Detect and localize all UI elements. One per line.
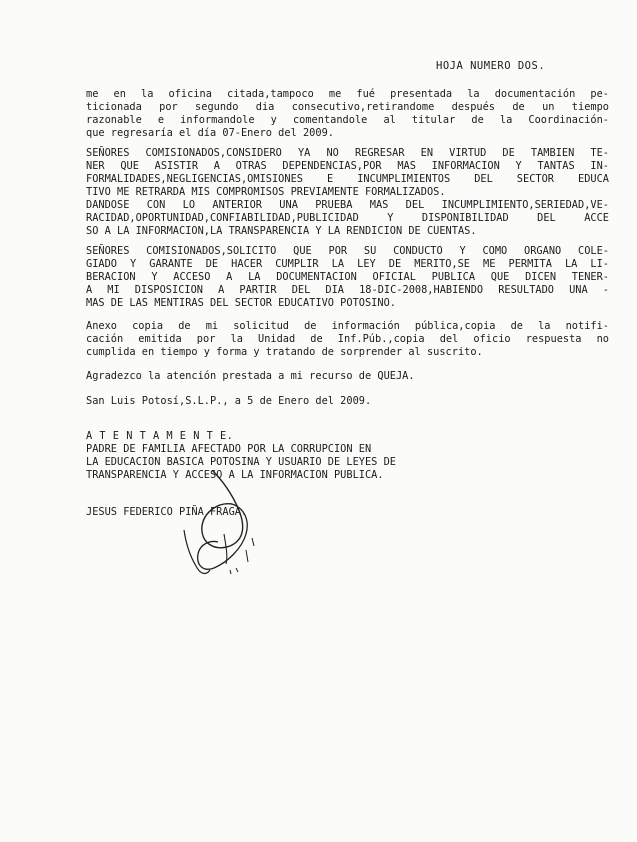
closing-line: PADRE DE FAMILIA AFECTADO POR LA CORRUPCION EN bbox=[86, 443, 372, 455]
body-line: SEÑORES COMISIONADOS,SOLICITO QUE POR SU CONDUCTO Y COMO ORGANO COLE- bbox=[86, 245, 609, 257]
closing-line: A T E N T A M E N T E. bbox=[86, 430, 234, 442]
closing-line: LA EDUCACION BASICA POTOSINA Y USUARIO DE LEYES DE bbox=[86, 456, 396, 468]
body-line: BERACION Y ACCESO A LA DOCUMENTACION OFICIAL PUBLICA QUE DICEN TENER- bbox=[86, 271, 609, 283]
date-line: San Luis Potosí,S.L.P., a 5 de Enero del 2009. bbox=[86, 395, 372, 407]
page-header: HOJA NUMERO DOS. bbox=[436, 60, 546, 72]
body-line: MAS DE LAS MENTIRAS DEL SECTOR EDUCATIVO POTOSINO. bbox=[86, 297, 396, 309]
body-line: cación emitida por la Unidad de Inf.Púb.,copia del oficio respuesta no bbox=[86, 333, 609, 345]
body-line: que regresaría el día 07-Enero del 2009. bbox=[86, 127, 334, 139]
closing-line: TRANSPARENCIA Y ACCESO A LA INFORMACION PUBLICA. bbox=[86, 469, 384, 481]
body-line: SO A LA INFORMACION,LA TRANSPARENCIA Y LA RENDICION DE CUENTAS. bbox=[86, 225, 477, 237]
body-line: RACIDAD,OPORTUNIDAD,CONFIABILIDAD,PUBLICIDAD Y DISPONIBILIDAD DEL ACCE bbox=[86, 212, 609, 224]
signer-name: JESUS FEDERICO PIÑA FRAGA. bbox=[86, 506, 248, 518]
body-line: Agradezco la atención prestada a mi recurso de QUEJA. bbox=[86, 370, 415, 382]
body-line: Anexo copia de mi solicitud de información pública,copia de la notifi- bbox=[86, 320, 609, 332]
body-line: razonable e informandole y comentandole al titular de la Coordinación- bbox=[86, 114, 609, 126]
body-line: GIADO Y GARANTE DE HACER CUMPLIR LA LEY DE MERITO,SE ME PERMITA LA LI- bbox=[86, 258, 609, 270]
body-line: NER QUE ASISTIR A OTRAS DEPENDENCIAS,POR MAS INFORMACION Y TANTAS IN- bbox=[86, 160, 609, 172]
body-line: me en la oficina citada,tampoco me fué presentada la documentación pe- bbox=[86, 88, 609, 100]
handwritten-signature bbox=[160, 470, 280, 580]
body-line: ticionada por segundo dia consecutivo,retirandome después de un tiempo bbox=[86, 101, 609, 113]
body-line: SEÑORES COMISIONADOS,CONSIDERO YA NO REGRESAR EN VIRTUD DE TAMBIEN TE- bbox=[86, 147, 609, 159]
body-line: A MI DISPOSICION A PARTIR DEL DIA 18-DIC-2008,HABIENDO RESULTADO UNA - bbox=[86, 284, 609, 296]
body-line: DANDOSE CON LO ANTERIOR UNA PRUEBA MAS DEL INCUMPLIMIENTO,SERIEDAD,VE- bbox=[86, 199, 609, 211]
body-line: TIVO ME RETRARDA MIS COMPROMISOS PREVIAMENTE FORMALIZADOS. bbox=[86, 186, 446, 198]
body-line: FORMALIDADES,NEGLIGENCIAS,OMISIONES E INCUMPLIMIENTOS DEL SECTOR EDUCA bbox=[86, 173, 609, 185]
body-line: cumplida en tiempo y forma y tratando de sorprender al suscrito. bbox=[86, 346, 483, 358]
